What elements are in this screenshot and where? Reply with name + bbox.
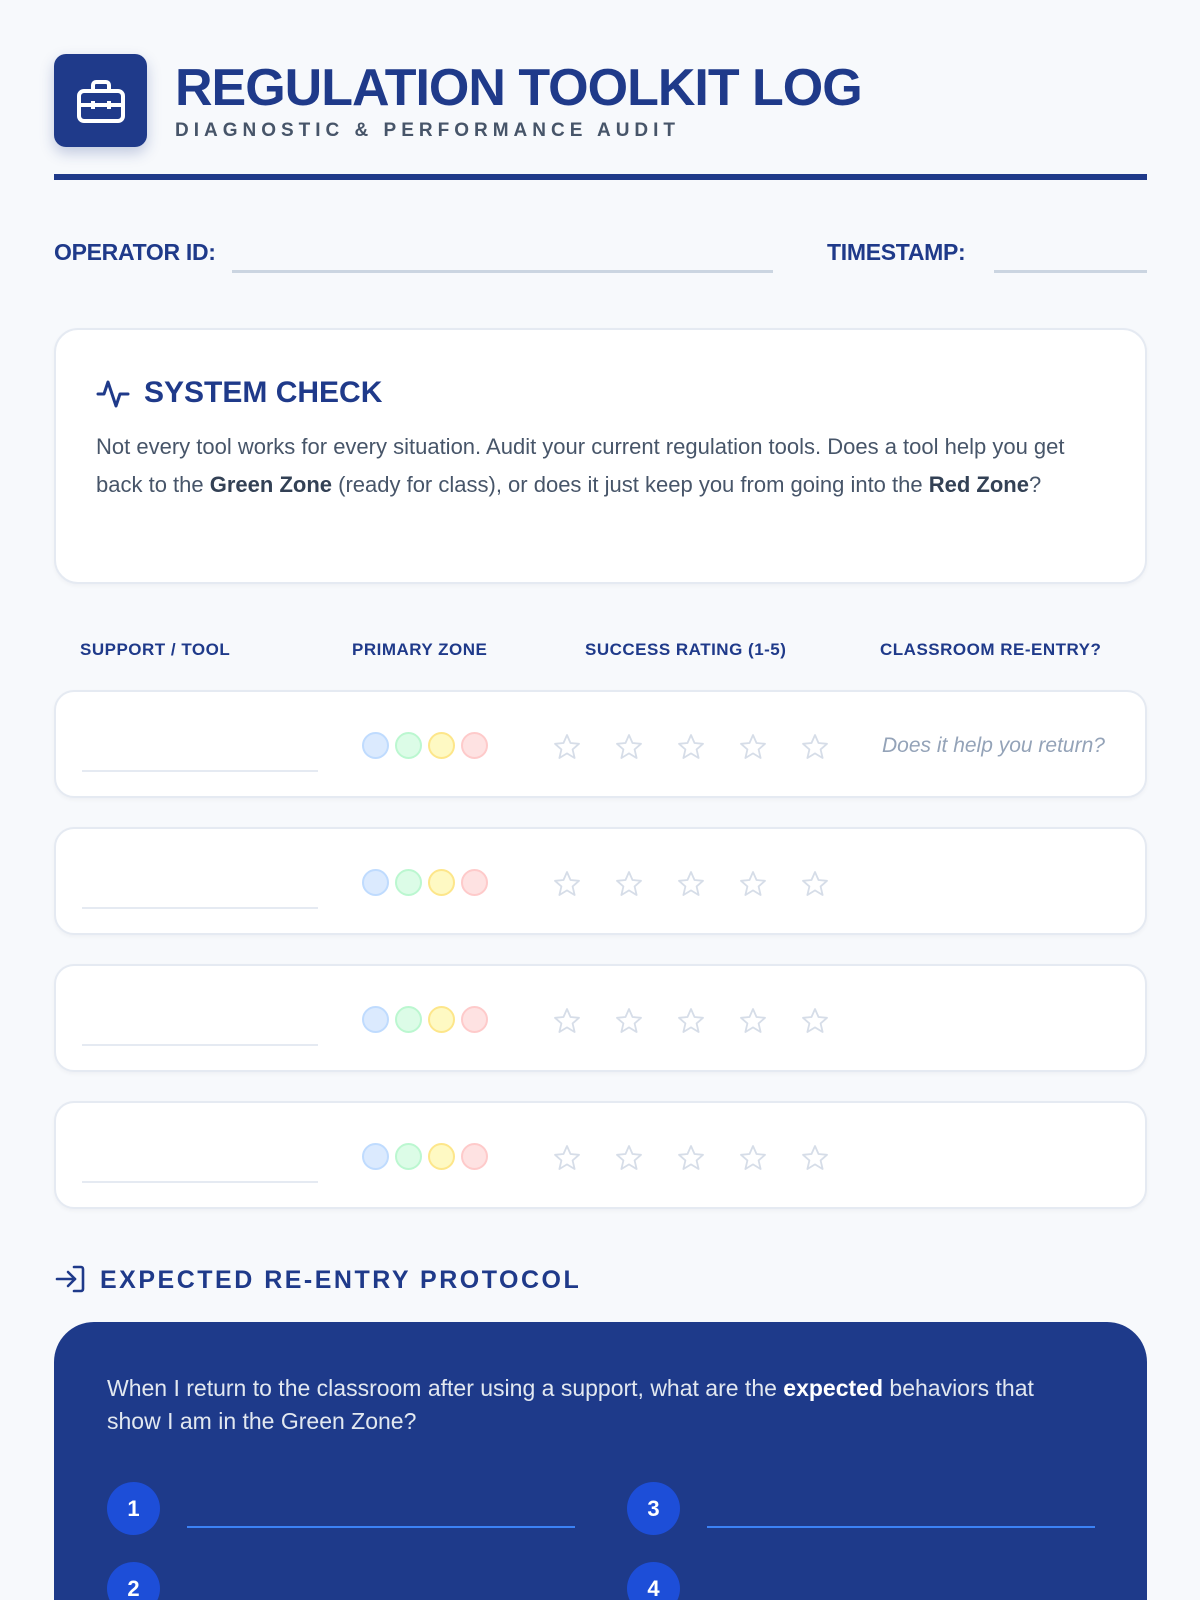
- worksheet-page: [54, 0, 1147, 1600]
- star-icon[interactable]: [676, 732, 706, 762]
- success-rating: [552, 869, 830, 899]
- header-divider: [54, 174, 1147, 180]
- support-tool-field[interactable]: [82, 770, 318, 772]
- expected-text: expected: [783, 1375, 884, 1401]
- star-icon[interactable]: [738, 1143, 768, 1173]
- zone-option-green[interactable]: [395, 1006, 422, 1033]
- zone-option-blue[interactable]: [362, 1143, 389, 1170]
- star-icon[interactable]: [614, 732, 644, 762]
- zone-selector: [362, 732, 488, 760]
- activity-icon: [96, 376, 130, 410]
- behavior-number-4: 4: [627, 1562, 680, 1600]
- timestamp-label: TIMESTAMP:: [827, 239, 966, 265]
- column-header-classroom-reentry: CLASSROOM RE-ENTRY?: [880, 640, 1102, 659]
- zone-selector: [362, 1143, 488, 1171]
- zone-option-red[interactable]: [461, 732, 488, 759]
- logo-box: [54, 54, 147, 147]
- behavior-field-1[interactable]: [187, 1526, 575, 1528]
- star-icon[interactable]: [738, 732, 768, 762]
- success-rating: [552, 1006, 830, 1036]
- tool-row: [54, 827, 1147, 935]
- protocol-panel: [54, 1322, 1147, 1600]
- star-icon[interactable]: [738, 869, 768, 899]
- behavior-number-3: 3: [627, 1482, 680, 1535]
- behavior-number-2: 2: [107, 1562, 160, 1600]
- header: [54, 54, 1147, 180]
- behavior-field-3[interactable]: [707, 1526, 1095, 1528]
- zone-option-green[interactable]: [395, 1143, 422, 1170]
- column-header-primary-zone: PRIMARY ZONE: [352, 640, 488, 659]
- protocol-prompt: When I return to the classroom after using a support, what are the expected behaviors that show I am in the Green Zone?: [107, 1375, 1034, 1434]
- zone-option-red[interactable]: [461, 1143, 488, 1170]
- star-icon[interactable]: [676, 1006, 706, 1036]
- star-icon[interactable]: [552, 1143, 582, 1173]
- system-check-card: [54, 328, 1147, 584]
- zone-option-red[interactable]: [461, 869, 488, 896]
- star-icon[interactable]: [614, 869, 644, 899]
- behavior-number-1: 1: [107, 1482, 160, 1535]
- tool-row: [54, 1101, 1147, 1209]
- star-icon[interactable]: [800, 1143, 830, 1173]
- zone-option-yellow[interactable]: [428, 1143, 455, 1170]
- tool-row: [54, 690, 1147, 798]
- star-icon[interactable]: [676, 1143, 706, 1173]
- zone-option-blue[interactable]: [362, 1006, 389, 1033]
- red-zone-text: Red Zone: [928, 472, 1029, 497]
- timestamp-field[interactable]: [994, 270, 1147, 273]
- star-icon[interactable]: [614, 1143, 644, 1173]
- success-rating: [552, 1143, 830, 1173]
- star-icon[interactable]: [800, 869, 830, 899]
- zone-selector: [362, 1006, 488, 1034]
- operator-id-label: OPERATOR ID:: [54, 239, 216, 265]
- zone-selector: [362, 869, 488, 897]
- system-check-description: Not every tool works for every situation. Audit your current regulation tools. Does a tool help you get back to the Green Zone (ready for class), or does it just keep you from going into the Red Zone?: [96, 434, 1065, 497]
- page-subtitle: DIAGNOSTIC & PERFORMANCE AUDIT: [175, 120, 681, 141]
- zone-option-green[interactable]: [395, 732, 422, 759]
- zone-option-yellow[interactable]: [428, 869, 455, 896]
- zone-option-yellow[interactable]: [428, 1006, 455, 1033]
- sign-in-arrow-icon: [54, 1264, 86, 1294]
- operator-id-field[interactable]: [232, 270, 773, 273]
- star-icon[interactable]: [552, 869, 582, 899]
- page-title: REGULATION TOOLKIT LOG: [175, 59, 862, 117]
- green-zone-text: Green Zone: [209, 472, 332, 497]
- star-icon[interactable]: [552, 732, 582, 762]
- star-icon[interactable]: [614, 1006, 644, 1036]
- zone-option-blue[interactable]: [362, 732, 389, 759]
- column-header-success-rating: SUCCESS RATING (1-5): [585, 640, 787, 659]
- success-rating: [552, 732, 830, 762]
- zone-option-green[interactable]: [395, 869, 422, 896]
- star-icon[interactable]: [800, 732, 830, 762]
- star-icon[interactable]: [676, 869, 706, 899]
- zone-option-yellow[interactable]: [428, 732, 455, 759]
- star-icon[interactable]: [738, 1006, 768, 1036]
- protocol-title: EXPECTED RE-ENTRY PROTOCOL: [100, 1266, 582, 1294]
- column-header-support-tool: SUPPORT / TOOL: [80, 640, 231, 659]
- toolbox-icon: [75, 77, 127, 125]
- star-icon[interactable]: [800, 1006, 830, 1036]
- star-icon[interactable]: [552, 1006, 582, 1036]
- system-check-title: SYSTEM CHECK: [144, 376, 383, 409]
- reentry-placeholder[interactable]: Does it help you return?: [882, 734, 1105, 757]
- support-tool-field[interactable]: [82, 1181, 318, 1183]
- support-tool-field[interactable]: [82, 1044, 318, 1046]
- support-tool-field[interactable]: [82, 907, 318, 909]
- zone-option-blue[interactable]: [362, 869, 389, 896]
- tool-row: [54, 964, 1147, 1072]
- zone-option-red[interactable]: [461, 1006, 488, 1033]
- meta-row: [54, 235, 1147, 275]
